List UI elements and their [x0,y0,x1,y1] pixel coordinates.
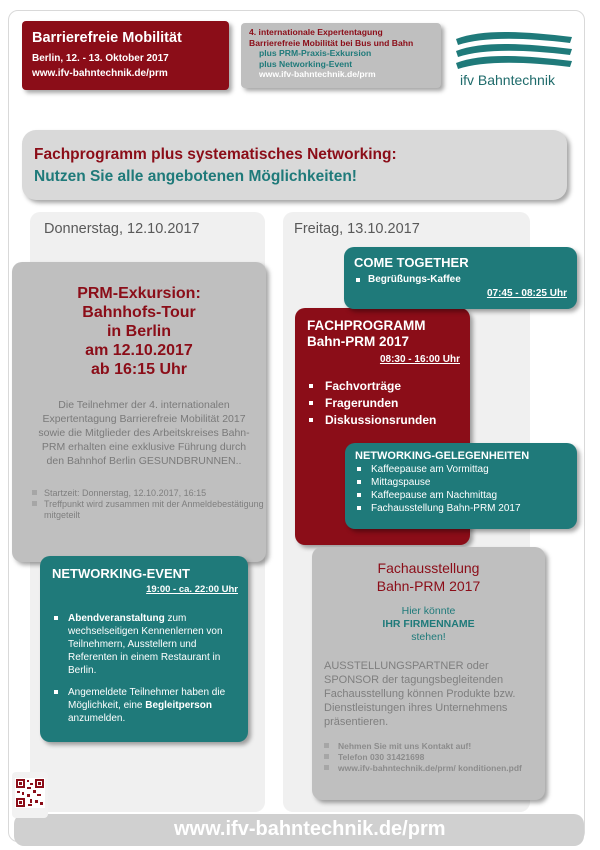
excursion-title-line: ab 16:15 Uhr [90,361,188,378]
excursion-title-line: in Berlin [106,323,171,340]
bullet-text: Fachvorträge [325,379,402,393]
bullet-icon [54,616,58,620]
conference-info-box [241,23,441,88]
banner-line-2: Nutzen Sie alle angebotenen Möglichkeiten! [34,168,357,185]
fachprogramm-items [309,378,436,429]
networking-event-bullets [54,612,242,734]
banner-line-1: Fachprogramm plus systematisches Networking: [34,146,397,163]
bullet-icon [309,401,313,405]
fachprogramm-time: 08:30 - 16:00 Uhr [379,354,460,365]
event-title: Barrierefreie Mobilität [32,30,182,46]
extra-line-2: plus Networking-Event [259,58,353,69]
bullet-bold: Abendveranstaltung [68,613,165,624]
conference-line-1: 4. internationale Expertentagung [249,27,383,37]
logo-text: ifv Bahntechnik [460,72,555,88]
bullet-icon [324,765,329,770]
bullet-text: Diskussionsrunden [325,413,437,427]
event-dates: Berlin, 12. - 13. Oktober 2017 [32,53,169,64]
come-together-item [356,274,461,285]
bullet-text: Nehmen Sie mit uns Kontakt auf! [338,741,472,751]
exhibition-description: AUSSTELLUNGSPARTNER oder SPONSOR der tagungsbegleitenden Fachausstellung können Produkte bzw. Dienstleistungen ihres Unternehmens präsentieren. [324,660,516,728]
exhibition-title [312,559,545,595]
excursion-box [12,262,266,562]
conference-line-2: Barrierefreie Mobilität bei Bus und Bahn [249,37,414,48]
extra-line-1: plus PRM-Praxis-Exkursion [259,48,372,59]
bullet-icon [357,467,361,471]
footer-url[interactable]: www.ifv-bahntechnik.de/prm [174,818,446,840]
fachprogramm-title-line: Bahn-PRM 2017 [307,334,410,349]
networking-opportunities-items [357,463,521,515]
list-item [54,686,242,725]
list-item [357,489,521,502]
bullet-text: Kaffeepause am Nachmittag [371,490,498,501]
bullet-text: Startzeit: Donnerstag, 12.10.2017, 16:15 [44,488,207,498]
list-item [54,612,242,677]
bullet-icon [357,493,361,497]
placeholder-line: stehen! [411,631,446,643]
come-together-time: 07:45 - 08:25 Uhr [486,288,567,299]
bullet-text: Begrüßungs-Kaffee [368,274,461,285]
networking-event-box [40,556,248,742]
bullet-text: zum wechselseitigen Kennenlernen von Teilnehmern, Ausstellern und Referenten in einem Restaurant in Berlin. [68,613,223,676]
excursion-description: Die Teilnehmer der 4. internationalen Expertentagung Barrierefreie Mobilität 2017 sowie die Mitglieder des Arbeitskreises Bahn-PRM erhalten eine exklusive Führung durch den Bahnhof Berlin GESUNDBRUNNEN.. [38,399,250,467]
bullet-icon [324,754,329,759]
list-item [32,499,272,521]
bullet-icon [357,506,361,510]
list-item [324,752,522,763]
come-together-title: COME TOGETHER [354,255,469,270]
excursion-title-line: PRM-Exkursion: [77,285,201,302]
friday-heading: Freitag, 13.10.2017 [294,221,420,237]
networking-opportunities-title: NETWORKING-GELEGENHEITEN [355,450,530,462]
fachprogramm-title [307,318,426,350]
qr-code-icon[interactable] [12,772,48,818]
bullet-icon [357,480,361,484]
list-item [357,502,521,515]
conditions-link[interactable]: www.ifv-bahntechnik.de/prm/ konditionen.pdf [338,763,522,773]
excursion-bullets [32,488,272,521]
list-item [357,463,521,476]
networking-event-time: 19:00 - ca. 22:00 Uhr [146,584,238,595]
exhibition-contacts [324,741,522,774]
bullet-text: Mittagspause [371,477,431,488]
fachprogramm-title-line: FACHPROGRAMM [307,318,426,333]
excursion-title [12,284,266,379]
bullet-bold: Begleitperson [145,700,212,711]
bullet-icon [32,490,37,495]
networking-event-title: NETWORKING-EVENT [52,566,190,581]
placeholder-line: Hier könnte [401,605,456,617]
bullet-text: Angemeldete Teilnehmer haben die Möglichkeit, eine [68,687,226,711]
list-item[interactable] [324,763,522,774]
bullet-icon [309,384,313,388]
event-url[interactable]: www.ifv-bahntechnik.de/prm [32,68,168,79]
bullet-icon [54,690,58,694]
bullet-text: anzumelden. [68,713,126,724]
placeholder-company: IHR FIRMENNAME [382,618,475,630]
bullet-icon [32,501,37,506]
list-item [309,378,436,395]
thursday-heading: Donnerstag, 12.10.2017 [44,221,200,237]
list-item [32,488,272,499]
come-together-box [344,247,577,309]
footer-bar [14,814,584,846]
exhibition-title-line: Bahn-PRM 2017 [376,578,481,594]
list-item [357,476,521,489]
list-item [324,741,522,752]
event-info-box [22,21,229,90]
bullet-text: Treffpunkt wird zusammen mit der Anmeldebestätigung mitgeteilt [44,499,264,520]
exhibition-box [312,547,545,800]
company-placeholder [312,605,545,644]
title-banner [22,130,567,200]
list-item [309,412,436,429]
networking-opportunities-box [345,443,577,529]
bullet-icon [356,278,360,282]
bullet-text: Kaffeepause am Vormittag [371,464,489,475]
list-item [309,395,436,412]
bullet-text: Fragerunden [325,396,399,410]
bullet-text: Telefon 030 31421698 [338,752,425,762]
bullet-icon [309,418,313,422]
bullet-text: Fachausstellung Bahn-PRM 2017 [371,503,521,514]
exhibition-title-line: Fachausstellung [377,560,480,576]
conference-url[interactable]: www.ifv-bahntechnik.de/prm [259,69,376,80]
excursion-title-line: am 12.10.2017 [85,342,193,359]
excursion-title-line: Bahnhofs-Tour [82,304,196,321]
bullet-icon [324,743,329,748]
